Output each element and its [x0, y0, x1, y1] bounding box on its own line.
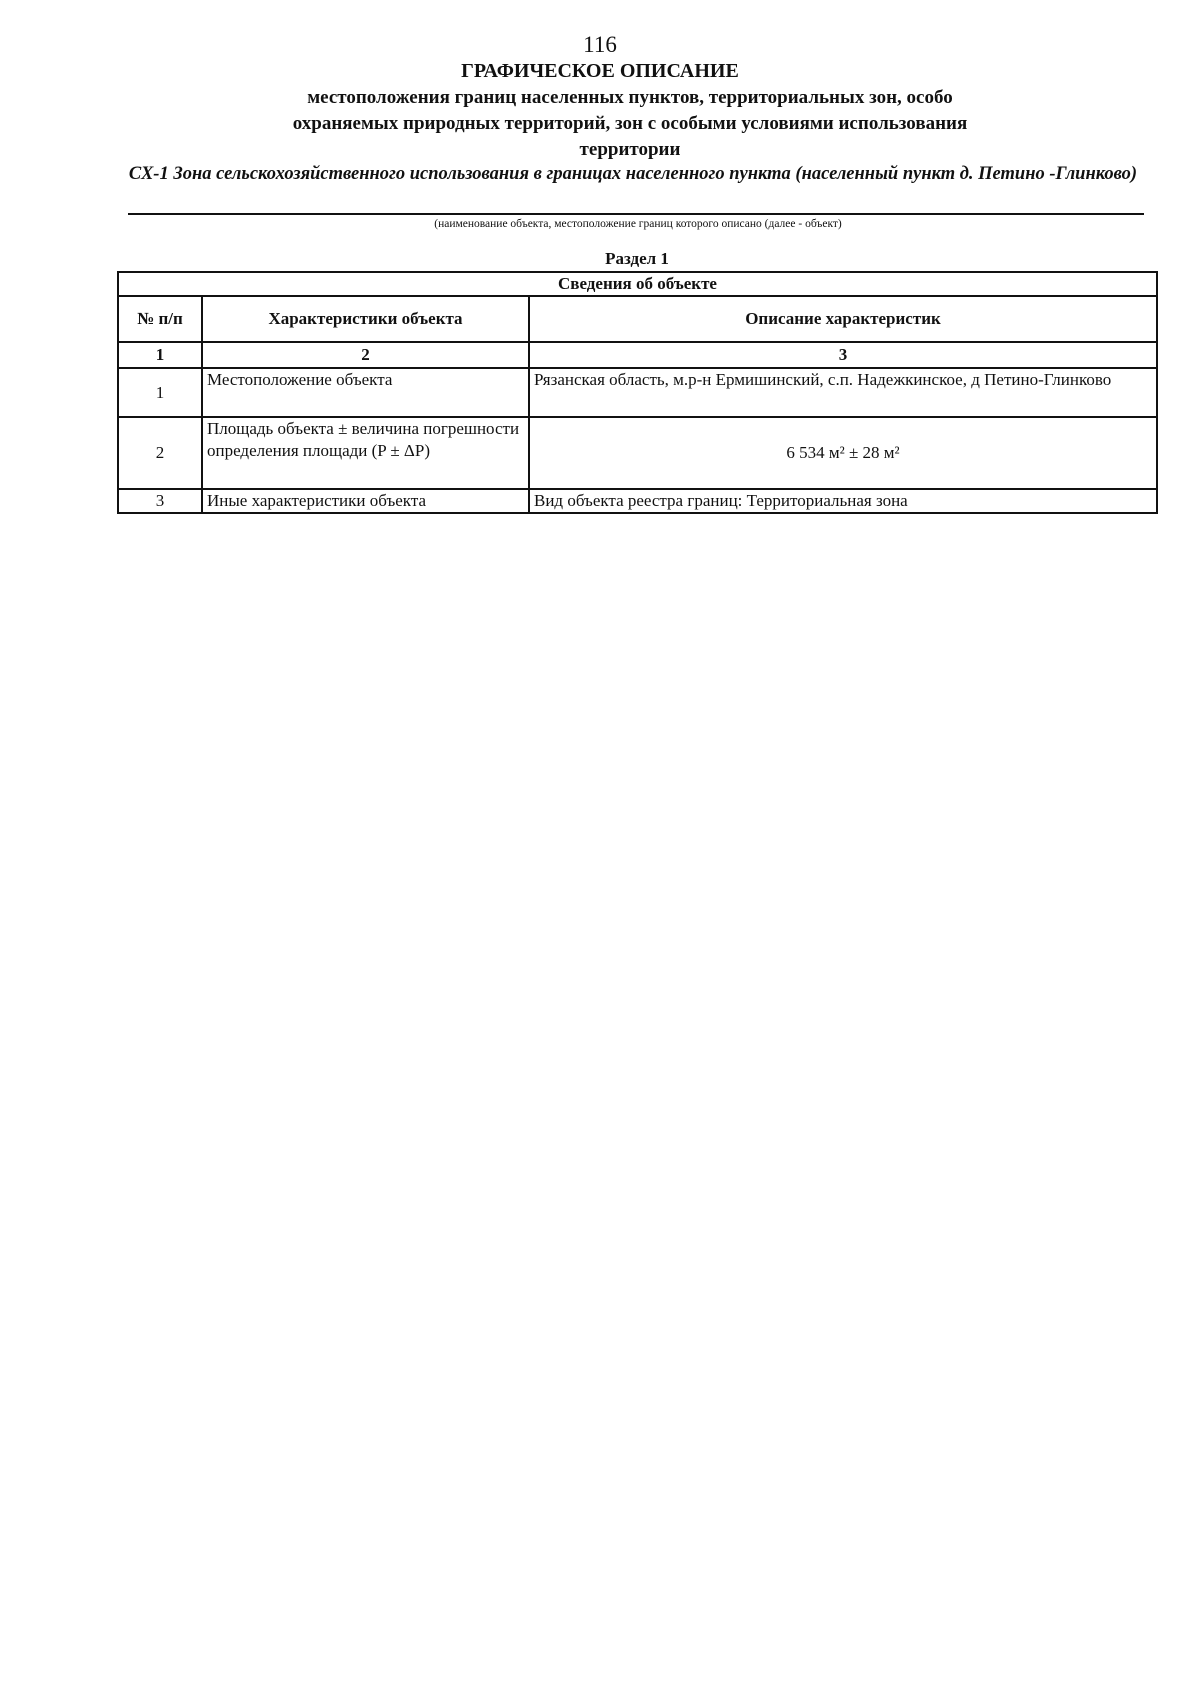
table-header-row — [118, 296, 1157, 342]
table-caption-row — [118, 272, 1157, 296]
column-number: 1 — [118, 342, 202, 368]
row-number: 3 — [118, 489, 202, 513]
document-subtitle: местоположения границ населенных пунктов, территориальных зон, особо охраняемых природных территорий, зон с особыми условиями использования территории — [292, 87, 968, 160]
row-number: 1 — [118, 368, 202, 417]
row-number: 2 — [118, 417, 202, 489]
table-row — [118, 368, 1157, 417]
characteristic-cell: Местоположение объекта — [202, 368, 529, 417]
object-info-table — [117, 271, 1158, 514]
page-number: 116 — [583, 32, 617, 57]
column-number: 2 — [202, 342, 529, 368]
object-name-caption: (наименование объекта, местоположение границ которого описано (далее - объект) — [434, 218, 842, 230]
table-row — [118, 417, 1157, 489]
column-number-row — [118, 342, 1157, 368]
object-name-underline — [128, 213, 1144, 215]
column-header-description: Описание характеристик — [529, 296, 1157, 342]
table-row — [118, 489, 1157, 513]
description-cell: 6 534 м² ± 28 м² — [529, 417, 1157, 489]
column-number: 3 — [529, 342, 1157, 368]
section-title: Раздел 1 — [605, 249, 669, 268]
document-title: ГРАФИЧЕСКОЕ ОПИСАНИЕ — [461, 60, 739, 82]
characteristic-cell: Площадь объекта ± величина погрешности определения площади (P ± ΔP) — [202, 417, 529, 489]
column-header-characteristic: Характеристики объекта — [202, 296, 529, 342]
description-cell: Рязанская область, м.р-н Ермишинский, с.п. Надежкинское, д Петино-Глинково — [529, 368, 1157, 417]
characteristic-cell: Иные характеристики объекта — [202, 489, 529, 513]
object-name: СХ-1 Зона сельскохозяйственного использования в границах населенного пункта (населенный пункт д. Петино -Глинково) — [128, 164, 1138, 184]
column-header-number: № п/п — [118, 296, 202, 342]
table-caption: Сведения об объекте — [118, 272, 1157, 296]
description-cell: Вид объекта реестра границ: Территориальная зона — [529, 489, 1157, 513]
